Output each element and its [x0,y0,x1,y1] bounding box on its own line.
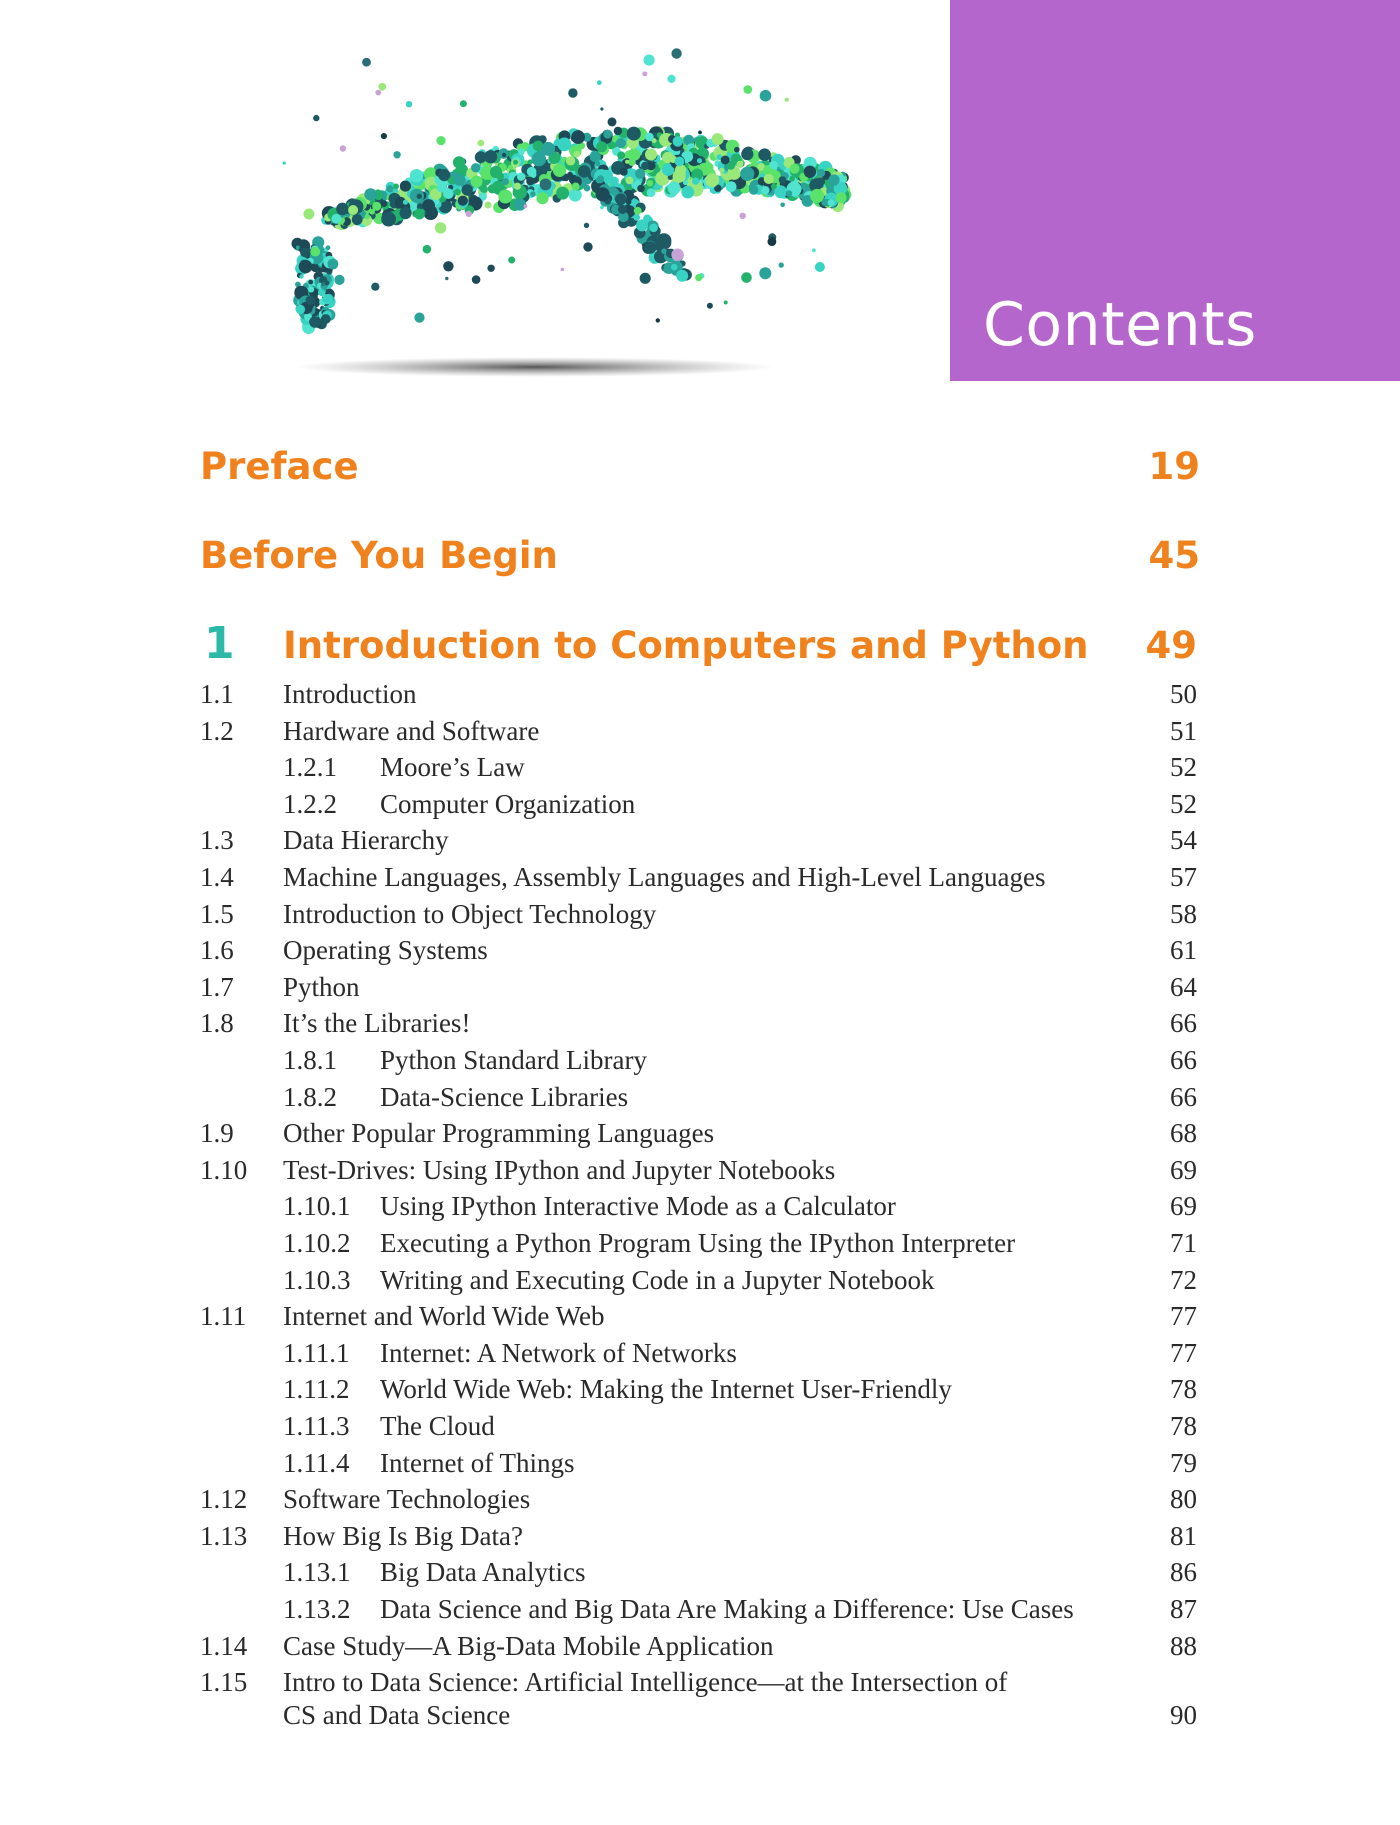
toc-entry[interactable] [200,1188,1197,1224]
toc-entry[interactable] [200,822,1197,858]
toc-entry-page: 57 [1170,862,1197,892]
toc-entry[interactable] [200,749,1197,785]
toc-entry-page: 78 [1170,1411,1197,1441]
toc-entry-title: Python [283,972,360,1002]
preface-label: Preface [200,445,359,488]
toc-entry-title: Python Standard Library [380,1045,647,1075]
toc-entry-title: Intro to Data Science: Artificial Intelligence—at the Intersection of [283,1667,1008,1697]
toc-entry[interactable] [200,1262,1197,1298]
toc-entry-page: 79 [1170,1448,1197,1478]
toc-entry-number: 1.9 [200,1118,234,1148]
toc-entry[interactable] [200,1005,1197,1041]
toc-entry[interactable] [200,1518,1197,1554]
toc-entry-page: 86 [1170,1557,1197,1587]
toc-entry-number: 1.10.2 [283,1228,351,1258]
toc-entry-title: Internet and World Wide Web [283,1301,605,1331]
toc-entry-title: Software Technologies [283,1484,531,1514]
chapter-title[interactable]: Introduction to Computers and Python [283,624,1089,667]
toc-entry-page: 88 [1170,1631,1197,1661]
toc-entry-title: Internet: A Network of Networks [380,1338,737,1368]
toc-entry[interactable] [200,1445,1197,1481]
toc-entry[interactable] [200,1371,1197,1407]
toc-entry[interactable] [200,1628,1197,1664]
toc-entry-title: World Wide Web: Making the Internet User-Friendly [380,1374,952,1404]
toc-entry-page: 51 [1170,716,1197,746]
toc-entry-page: 77 [1170,1301,1197,1331]
toc-entry-number: 1.5 [200,899,234,929]
toc-entry[interactable] [200,896,1197,932]
toc-entry-number: 1.11 [200,1301,247,1331]
toc-entry-number: 1.11.3 [283,1411,350,1441]
toc-entry[interactable] [200,1408,1197,1444]
before-you-begin-label: Before You Begin [200,534,558,577]
toc-entry-number: 1.8 [200,1008,234,1038]
toc-entry-page: 66 [1170,1008,1197,1038]
toc-entry[interactable] [200,969,1197,1005]
toc-entry-number: 1.3 [200,825,234,855]
toc-entry-page: 64 [1170,972,1197,1002]
toc-entry[interactable] [200,932,1197,968]
toc-entry[interactable] [200,1042,1197,1078]
toc-entry-title: Data-Science Libraries [380,1082,629,1112]
whale-dots-illustration [270,40,860,400]
toc-entry-number: 1.6 [200,935,234,965]
toc-entry[interactable] [200,859,1197,895]
toc-entry-title: Other Popular Programming Languages [283,1118,715,1148]
toc-entry-title: Using IPython Interactive Mode as a Calculator [380,1191,896,1221]
toc-entry-title: Test-Drives: Using IPython and Jupyter Notebooks [283,1155,836,1185]
toc-entry-number: 1.10.1 [283,1191,351,1221]
toc-entry-number: 1.10.3 [283,1265,351,1295]
toc-entry-page: 69 [1170,1191,1197,1221]
toc-entry-title: Moore’s Law [380,752,525,782]
toc-entry-number: 1.11.2 [283,1374,350,1404]
contents-title: Contents [983,290,1257,360]
toc-entry-number: 1.13.2 [283,1594,351,1624]
toc-entry-page: 58 [1170,899,1197,929]
toc-entry-number: 1.2 [200,716,234,746]
toc-entry-number: 1.4 [200,862,234,892]
toc-entry[interactable] [200,1481,1197,1517]
toc-entry-page: 80 [1170,1484,1197,1514]
toc-entry-title-line2: CS and Data Science [283,1700,511,1730]
toc-entry-page: 71 [1170,1228,1197,1258]
toc-entry-page: 78 [1170,1374,1197,1404]
toc-entry-number: 1.1 [200,679,234,709]
toc-entry-page: 77 [1170,1338,1197,1368]
toc-entry[interactable] [200,1591,1197,1627]
toc-entry-title: Computer Organization [380,789,636,819]
toc-entry[interactable] [200,1664,1197,1736]
toc-entry[interactable] [200,1079,1197,1115]
toc-entry-page: 50 [1170,679,1197,709]
toc-entry-page: 90 [1170,1700,1197,1730]
toc-entry-number: 1.13.1 [283,1557,351,1587]
toc-entry-page: 87 [1170,1594,1197,1624]
toc-entry[interactable] [200,1225,1197,1261]
toc-entry-title: Writing and Executing Code in a Jupyter Notebook [380,1265,935,1295]
toc-entry[interactable] [200,1298,1197,1334]
toc-entry[interactable] [200,1152,1197,1188]
preface-page: 19 [1148,445,1200,488]
toc-entry[interactable] [200,713,1197,749]
toc-entry-number: 1.15 [200,1667,248,1697]
toc-entry[interactable] [200,1115,1197,1151]
toc-entry-title: Introduction to Object Technology [283,899,657,929]
chapter-page: 49 [1145,624,1197,667]
toc-entry-title: Machine Languages, Assembly Languages and High-Level Languages [283,862,1046,892]
toc-entry[interactable] [200,676,1197,712]
toc-entry[interactable] [200,1554,1197,1590]
toc-entry-title: How Big Is Big Data? [283,1521,523,1551]
toc-entry-page: 52 [1170,789,1197,819]
toc-entry-number: 1.13 [200,1521,248,1551]
toc-entry-page: 72 [1170,1265,1197,1295]
toc-entry-page: 52 [1170,752,1197,782]
toc-entry-page: 66 [1170,1045,1197,1075]
toc-entry[interactable] [200,786,1197,822]
toc-entry-title: Case Study—A Big-Data Mobile Application [283,1631,774,1661]
toc-entry-number: 1.8.1 [283,1045,337,1075]
before-you-begin-page: 45 [1148,534,1200,577]
toc-entry-number: 1.7 [200,972,234,1002]
toc-entry-number: 1.2.2 [283,789,337,819]
toc-entry-title: Internet of Things [380,1448,575,1478]
toc-entry-title: Data Science and Big Data Are Making a Difference: Use Cases [380,1594,1074,1624]
toc-entry-title: The Cloud [380,1411,495,1441]
toc-preface[interactable] [200,445,1200,505]
toc-entry-number: 1.11.4 [283,1448,350,1478]
toc-entry-number: 1.14 [200,1631,248,1661]
toc-entry-number: 1.11.1 [283,1338,350,1368]
toc-entry-page: 81 [1170,1521,1197,1551]
toc-entry-title: Data Hierarchy [283,825,449,855]
toc-entry-title: Big Data Analytics [380,1557,586,1587]
toc-entry-number: 1.10 [200,1155,248,1185]
toc-entry-number: 1.12 [200,1484,248,1514]
toc-entry-number: 1.2.1 [283,752,337,782]
toc-entry-page: 69 [1170,1155,1197,1185]
toc-entry-number: 1.8.2 [283,1082,337,1112]
chapter-number: 1 [204,618,235,669]
toc-entry-title: Executing a Python Program Using the IPython Interpreter [380,1228,1016,1258]
toc-entry-title: It’s the Libraries! [283,1008,471,1038]
toc-entry-page: 61 [1170,935,1197,965]
toc-entry-title: Operating Systems [283,935,488,965]
toc-entry-page: 66 [1170,1082,1197,1112]
toc-entry-page: 54 [1170,825,1197,855]
toc-entry-page: 68 [1170,1118,1197,1148]
toc-entry-title: Introduction [283,679,417,709]
toc-before-you-begin[interactable] [200,534,1200,594]
toc-entry[interactable] [200,1335,1197,1371]
toc-entry-title: Hardware and Software [283,716,540,746]
